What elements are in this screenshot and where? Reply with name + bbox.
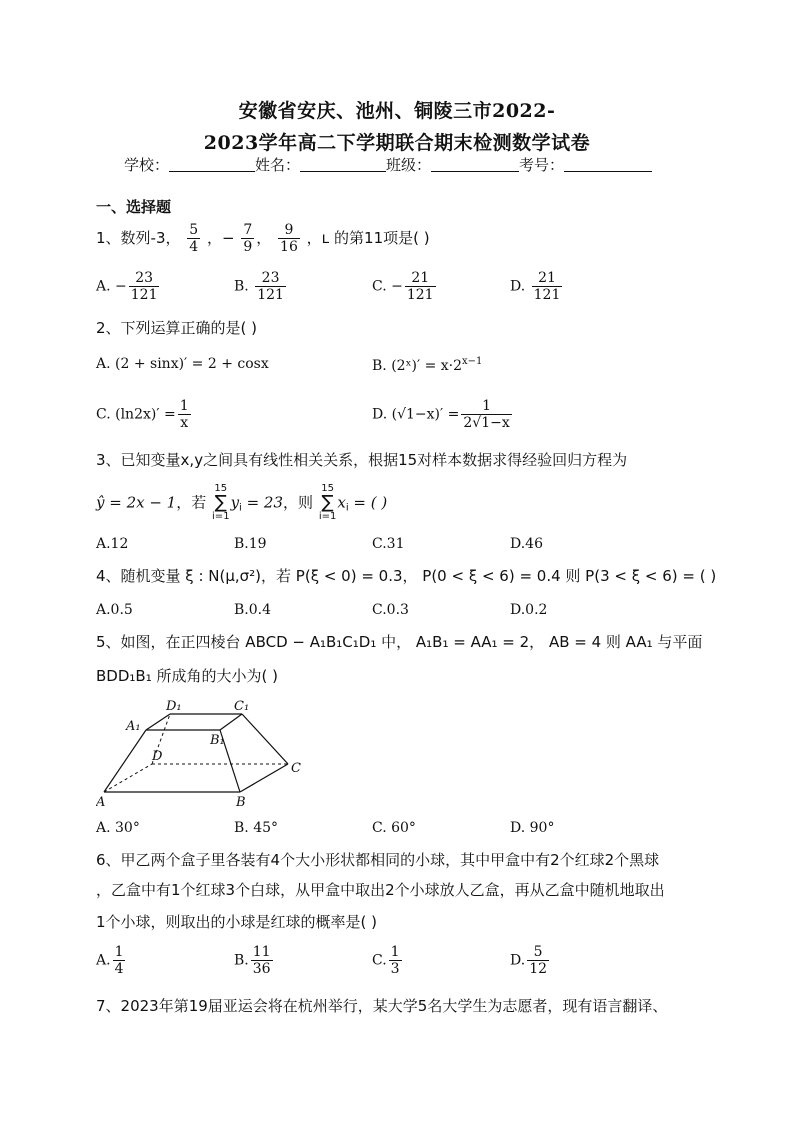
q4-option-c[interactable]: C.0.3: [372, 602, 409, 618]
q2-option-a[interactable]: A. (2 + sinx)′ = 2 + cosx: [96, 356, 269, 372]
q1-option-a[interactable]: A. − $\frac{23}{121}$: [96, 270, 158, 303]
q3-regression-eq: ŷ = 2x − 1: [96, 493, 177, 512]
edge-a1d1: [146, 714, 170, 730]
question-7-line1: 7、2023年第19届亚运会将在杭州举行，某大学5名大学生为志愿者，现有语言翻译、: [96, 997, 668, 1015]
edge-aa1: [104, 730, 146, 792]
label-d: D: [152, 749, 163, 764]
class-label: 班级：: [386, 156, 432, 174]
question-6-line1: 6、甲乙两个盒子里各装有4个大小形状都相同的小球，其中甲盒中有2个红球2个黑球: [96, 851, 660, 869]
q1-option-d[interactable]: D. $\frac{21}{121}$: [510, 270, 561, 303]
q3-sum-x: 15 ∑ i=1: [318, 483, 337, 522]
question-5-line2: BDD₁B₁ 所成角的大小为( ): [96, 667, 278, 685]
q5-option-c[interactable]: C. 60°: [372, 820, 416, 836]
edge-bc: [240, 764, 288, 792]
question-6-line3: 1个小球，则取出的小球是红球的概率是( ): [96, 913, 378, 931]
label-a1: A₁: [126, 719, 141, 734]
q5-option-d[interactable]: D. 90°: [510, 820, 555, 836]
label-d1: D₁: [166, 699, 182, 714]
q6-option-b[interactable]: B. $\frac{11}{36}$: [234, 944, 271, 977]
student-info-line: [124, 154, 652, 175]
question-2: 2、下列运算正确的是( ): [96, 319, 258, 337]
q3-option-a[interactable]: A.12: [96, 536, 129, 552]
school-label: 学校：: [124, 156, 170, 174]
q1-option-b[interactable]: B. $\frac{23}{121}$: [234, 270, 284, 303]
q3-sum-y: 15 ∑ i=1: [212, 483, 230, 522]
question-5-line1: 5、如图，在正四棱台 ABCD − A₁B₁C₁D₁ 中， A₁B₁ = AA₁ = 2， AB = 4 则 AA₁ 与平面: [96, 633, 703, 651]
frustum-figure: [96, 696, 316, 812]
q1-prefix: 1、数列-3，: [96, 229, 181, 247]
question-6-line2: ，乙盒中有1个红球3个白球，从甲盒中取出2个小球放人乙盒，再从乙盒中随机地取出: [96, 881, 665, 899]
section-heading: 一、选择题: [96, 198, 172, 216]
q3-option-c[interactable]: C.31: [372, 536, 405, 552]
q2-option-b[interactable]: B. (2ˣ)′ = $x\cdot 2^{x-1}$: [372, 356, 483, 374]
label-a: A: [96, 795, 106, 810]
name-blank[interactable]: [300, 157, 386, 172]
q1-tail: ，ʟ 的第11项是( ): [306, 229, 430, 247]
class-blank[interactable]: [431, 157, 519, 172]
q2-option-c[interactable]: C. (ln2x)′ = $\frac{1}{x}$: [96, 398, 189, 431]
q4-option-a[interactable]: A.0.5: [96, 602, 133, 618]
edge-b1c1: [220, 714, 242, 730]
q1-option-c[interactable]: C. − $\frac{21}{121}$: [372, 270, 434, 303]
q3-option-b[interactable]: B.19: [234, 536, 267, 552]
exam-title-line2: 2023学年高二下学期联合期末检测数学试卷: [203, 132, 591, 154]
q1-fraction-2: $\frac{7}{9}$: [243, 222, 253, 255]
question-3-line2: ŷ = 2x − 1，若 15 ∑ i=1 $y_i = 23$，则 15 ∑ i=1 $x_i$ = ( ): [96, 483, 388, 522]
edge-ad: [104, 764, 152, 792]
q6-option-a[interactable]: A. $\frac{1}{4}$: [96, 944, 124, 977]
q2-option-d[interactable]: D. (√1−x)′ = $\frac{1}{2√1-x}$: [372, 398, 510, 431]
q6-option-d[interactable]: D. $\frac{5}{12}$: [510, 944, 548, 977]
q3-option-d[interactable]: D.46: [510, 536, 543, 552]
q1-fraction-1: $\frac{5}{4}$: [189, 222, 199, 255]
q4-option-b[interactable]: B.0.4: [234, 602, 272, 618]
q1-fraction-3: $\frac{9}{16}$: [280, 222, 298, 255]
school-blank[interactable]: [169, 157, 255, 172]
q4-option-d[interactable]: D.0.2: [510, 602, 548, 618]
label-b: B: [236, 795, 246, 810]
name-label: 姓名：: [255, 156, 301, 174]
q5-option-a[interactable]: A. 30°: [96, 820, 140, 836]
id-blank[interactable]: [564, 157, 652, 172]
q1-sign: ，−: [206, 229, 235, 247]
edge-cc1: [242, 714, 288, 764]
label-c: C: [291, 761, 301, 776]
q6-option-c[interactable]: C. $\frac{1}{3}$: [372, 944, 400, 977]
exam-title-line1: 安徽省安庆、池州、铜陵三市2022-: [238, 100, 556, 122]
question-1: 1、数列-3， $\frac{5}{4}$ ，− $\frac{7}{9}$ ， $\frac{9}{16}$ ，ʟ 的第11项是( ): [96, 222, 430, 255]
question-3-line1: 3、已知变量x,y之间具有线性相关关系，根据15对样本数据求得经验回归方程为: [96, 451, 628, 469]
id-label: 考号：: [519, 156, 565, 174]
question-4: 4、随机变量 ξ : N(μ,σ²)，若 P(ξ < 0) = 0.3， P(0 < ξ < 6) = 0.4 则 P(3 < ξ < 6) = ( ): [96, 567, 717, 585]
q5-option-b[interactable]: B. 45°: [234, 820, 279, 836]
label-b1: B₁: [210, 733, 225, 748]
label-c1: C₁: [234, 699, 250, 714]
